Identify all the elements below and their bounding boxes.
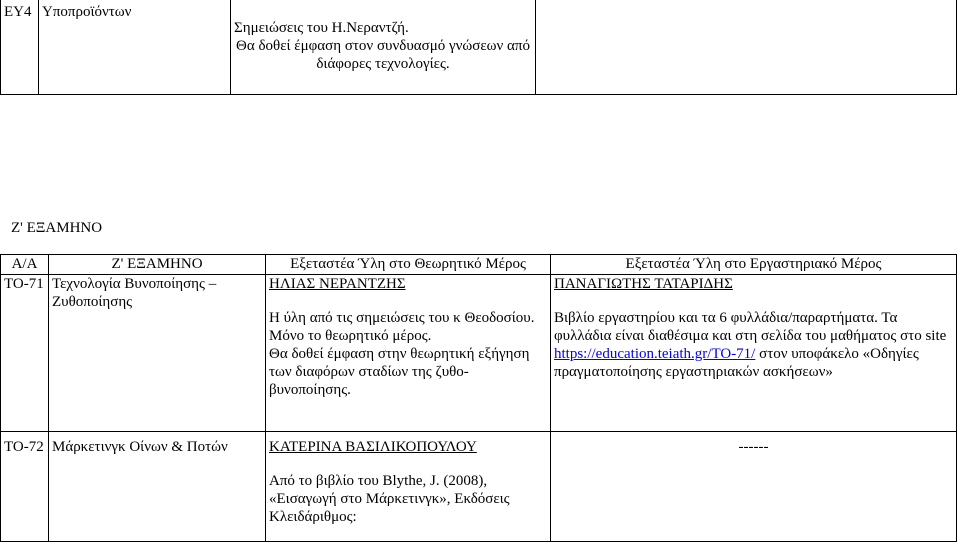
top-notes-line2: Θα δοθεί έμφαση στον συνδυασμό γνώσεων από διάφορες τεχνολογίες. xyxy=(236,38,530,72)
lab-description xyxy=(554,309,953,381)
top-table xyxy=(0,0,957,95)
top-row-lab xyxy=(536,0,957,95)
table-row xyxy=(1,275,957,432)
row-theory xyxy=(266,275,551,432)
top-row-code: ΕΥ4 xyxy=(1,0,39,95)
header-theory: Εξεταστέα Ύλη στο Θεωρητικό Μέρος xyxy=(266,255,551,275)
table-header-row xyxy=(1,255,957,275)
top-notes-line1: Σημειώσεις του Η.Νεραντζή. xyxy=(234,20,409,36)
top-row-notes xyxy=(231,0,536,95)
row-course: Μάρκετινγκ Οίνων & Ποτών xyxy=(49,432,266,542)
row-code: ΤΟ-71 xyxy=(1,275,49,432)
theory-line2: Μόνο το θεωρητικό μέρος. xyxy=(269,328,432,344)
semester-table xyxy=(0,254,957,542)
row-course: Τεχνολογία Βυνοποίησης – Ζυθοποίησης xyxy=(49,275,266,432)
lab-dash: ------ xyxy=(551,432,957,542)
theory-teacher: ΚΑΤΕΡΙΝΑ ΒΑΣΙΛΙΚΟΠΟΥΛΟΥ xyxy=(269,439,477,455)
semester-heading: Ζ' ΕΞΑΜΗΝΟ xyxy=(11,220,103,236)
table-row xyxy=(1,432,957,542)
lab-teacher: ΠΑΝΑΓΙΩΤΗΣ ΤΑΤΑΡΙΔΗΣ xyxy=(554,276,733,292)
lab-text-before: Βιβλίο εργαστηρίου και τα 6 φυλλάδια/παραρτήματα. Τα φυλλάδια είναι διαθέσιμα και στη σελίδα του μαθήματος στο site xyxy=(554,310,947,344)
theory-line3: Θα δοθεί έμφαση στην θεωρητική εξήγηση των διαφόρων σταδίων της ζυθο-βυνοποίησης. xyxy=(269,346,530,398)
row-lab xyxy=(551,275,957,432)
header-semester: Ζ' ΕΞΑΜΗΝΟ xyxy=(49,255,266,275)
top-row-title: Υποπροϊόντων xyxy=(39,0,231,95)
row-code: ΤΟ-72 xyxy=(1,432,49,542)
theory-teacher: ΗΛΙΑΣ ΝΕΡΑΝΤΖΗΣ xyxy=(269,276,406,292)
lab-text-after: στον υποφάκελο «Οδηγίες πραγματοποίησης εργαστηριακών ασκήσεων» xyxy=(554,346,919,380)
course-site-link[interactable]: https://education.teiath.gr/ΤΟ-71/ xyxy=(554,346,756,362)
row-theory xyxy=(266,432,551,542)
header-lab: Εξεταστέα Ύλη στο Εργαστηριακό Μέρος xyxy=(551,255,957,275)
theory-line1: Η ύλη από τις σημειώσεις του κ Θεοδοσίου. xyxy=(269,310,535,326)
header-aa: Α/Α xyxy=(1,255,49,275)
theory-line1: Από το βιβλίο του Blythe, J. (2008), «Εισαγωγή στο Μάρκετινγκ», Εκδόσεις Κλειδάριθμος: xyxy=(269,473,510,525)
